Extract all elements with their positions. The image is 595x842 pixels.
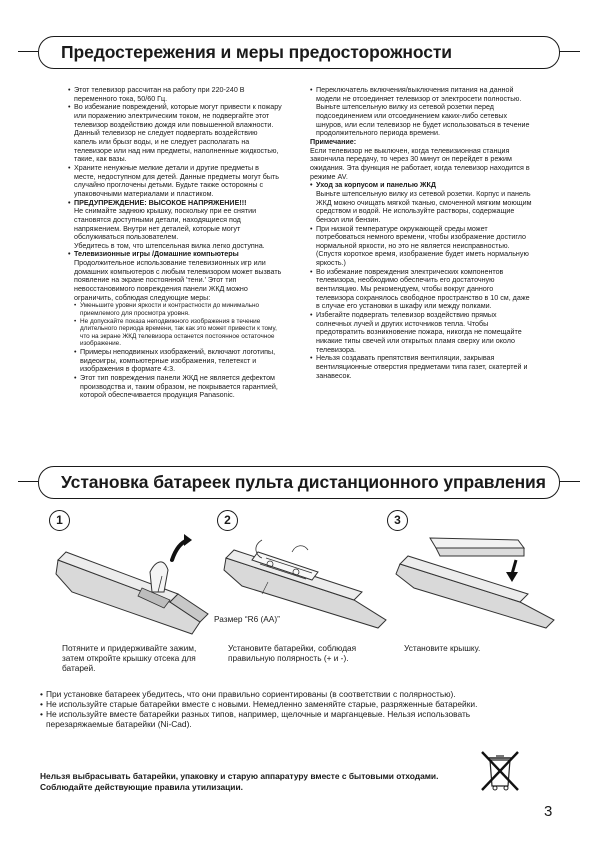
voltage-note: • Этот телевизор рассчитан на работу при 220-240 В переменного тока, 50/60 Гц. [68,86,282,103]
care-note: Выньте штепсельную вилку из сетевой розетки. Корпус и панель ЖКД можно очищать мягкой тканью, смоченной мягким моющим средством и водой. Не используйте растворы, содержащие бензол или бензин. [316,189,532,224]
ventilation-note: • Во избежание повреждения электрических компонентов телевизора, необходимо обеспечить его достаточную вентиляцию. Мы рекомендуем, чтобы вокруг данного телевизора сохранялось свободное пространство в 10 см, даже в случае его установки в шкафу или между полками. [310,268,532,311]
sunlight-note: • Избегайте подвергать телевизор воздействию прямых солнечных лучей и других источников тепла. Чтобы предотвратить возникновение пожара, никогда не помещайте никакие типы свечей или открытых пламя сверху или около телевизора. [310,311,532,354]
battery-note-polarity: • При установке батареек убедитесь, что они правильно сориентированы (в соответствии с полярностью). [40,689,520,699]
battery-notes [40,689,520,729]
moisture-note: • Во избежание повреждений, которые могут привести к пожару или поражению электрическим током, не подвергайте этот телевизор воздействию дождя или повышенной влажности. Данный телевизор не следует подвергать воздействию капель или брызг воды, и не следует располагать на телевизоре или над ним предметы, наполненные жидкостью, такие, как вазы. [68,103,282,164]
remote-cover-icon [390,530,570,630]
remark-heading: Примечание: [310,137,357,146]
games-heading: • Телевизионные игры /Домашние компьютеры [68,250,282,259]
batteries-heading-box [38,466,560,499]
precautions-left-column [68,86,282,400]
crossed-out-bin-icon [478,748,522,794]
heading-rule-right-2 [558,481,580,482]
games-tip-examples: • Примеры неподвижных изображений, включают логотипы, видеоигры, компьютерные изображения, телетекст и изображения в формате 4:3. [68,348,282,374]
standby-note: Если телевизор не выключен, когда телевизионная станция закончила передачу, то через 30 минут он перейдет в режим ожидания. Эта функция не работает, когда телевизор находится в режиме AV. [310,146,530,181]
remote-control-icon [52,530,222,640]
unplug-note: Выньте штепсельную вилку из сетевой розетки перед подсоединением или отсоединением каких-либо сетевых шнуров, или если телевизор не будет использоваться в течение продолжительного периода времени. [316,103,530,138]
step-1-caption: Потяните и придерживайте зажим, затем откройте крышку отсека для батарей. [62,643,197,673]
precautions-title: Предостережения и меры предосторожности [61,42,452,62]
heading-rule-left [18,51,38,52]
step-3-caption: Установите крышку. [404,643,481,653]
games-tip-brightness: • Уменьшите уровни яркости и контрастности до минимально приемлемого для просмотра уровня. [68,302,282,317]
page-number: 3 [544,803,553,820]
batteries-title: Установка батареек пульта дистанционного управления [61,472,546,492]
back-cover-note: Не снимайте заднюю крышку, поскольку при ее снятии становятся доступными детали, находящиеся под напряжением. Внутри нет деталей, которые могут обслуживаться пользователем. [74,207,257,242]
step-1-number: 1 [49,510,70,531]
power-switch-note: • Переключатель включения/выключения питания на данной модели не отсоединяет телевизор от электросети полностью. [310,86,532,103]
step-2-number: 2 [217,510,238,531]
precautions-right-column [310,86,532,380]
step-2-caption: Установите батарейки, соблюдая правильную полярность (+ и -). [228,643,357,663]
vents-note: • Нельзя создавать препятствия вентиляции, закрывая вентиляционные отверстия предметами типа газет, скатертей и занавесок. [310,354,532,380]
plug-access-note: Убедитесь в том, что штепсельная вилка легко доступна. [74,241,265,250]
step-3-number: 3 [387,510,408,531]
precautions-heading-box [38,36,560,69]
battery-note-types: • Не используйте вместе батарейки разных типов, например, щелочные и марганцевые. Нельзя использовать перезаряжаемые батарейки (Ni-Cad). [40,709,520,729]
heading-rule-right [558,51,580,52]
heading-rule-left-2 [18,481,38,482]
games-intro: Продолжительное использование телевизионных игр или домашних компьютеров с любым телевизором может вызвать появление на экране постоянной 'тени.' Этот тип невосстановимого повреждения панели ЖКД можно ограничить, соблюдая следующие меры: [74,259,282,302]
games-tip-still-image: • Не допускайте показа неподвижного изображения в течение длительного периода времени, так как это может привести к тому, что на экране ЖКД телевизора останется постоянное остаточное изображение. [68,318,282,348]
games-tip-warranty: • Этот тип повреждения панели ЖКД не является дефектом производства и, таким образом, не покрывается гарантией, которой обеспечивается продукция Panasonic. [68,374,282,400]
battery-note-old-new: • Не используйте старые батарейки вместе с новыми. Немедленно заменяйте старые, разряженные батарейки. [40,699,520,709]
high-voltage-warning: • ПРЕДУПРЕЖДЕНИЕ: ВЫСОКОЕ НАПРЯЖЕНИЕ!!! [68,199,282,208]
low-temperature-note: • При низкой температуре окружающей среды может потребоваться немного времени, чтобы изображение достигло нормальной яркости, но это не является неисправностью. (Спустя короткое время, изображение будет иметь нормальную яркость.) [310,225,532,268]
disposal-warning: Нельзя выбрасывать батарейки, упаковку и старую аппаратуру вместе с бытовыми отходами. Соблюдайте действующие правила утилизации. [40,771,439,792]
battery-size-label: Размер “R6 (AA)” [214,614,280,624]
small-parts-note: • Храните ненужные мелкие детали и другие предметы в месте, недоступном для детей. Данные предметы могут быть случайно проглочены детьми. Будьте также осторожны с упаковочными материалами и пластиком. [68,164,282,199]
care-heading: • Уход за корпусом и панелью ЖКД [310,181,532,190]
